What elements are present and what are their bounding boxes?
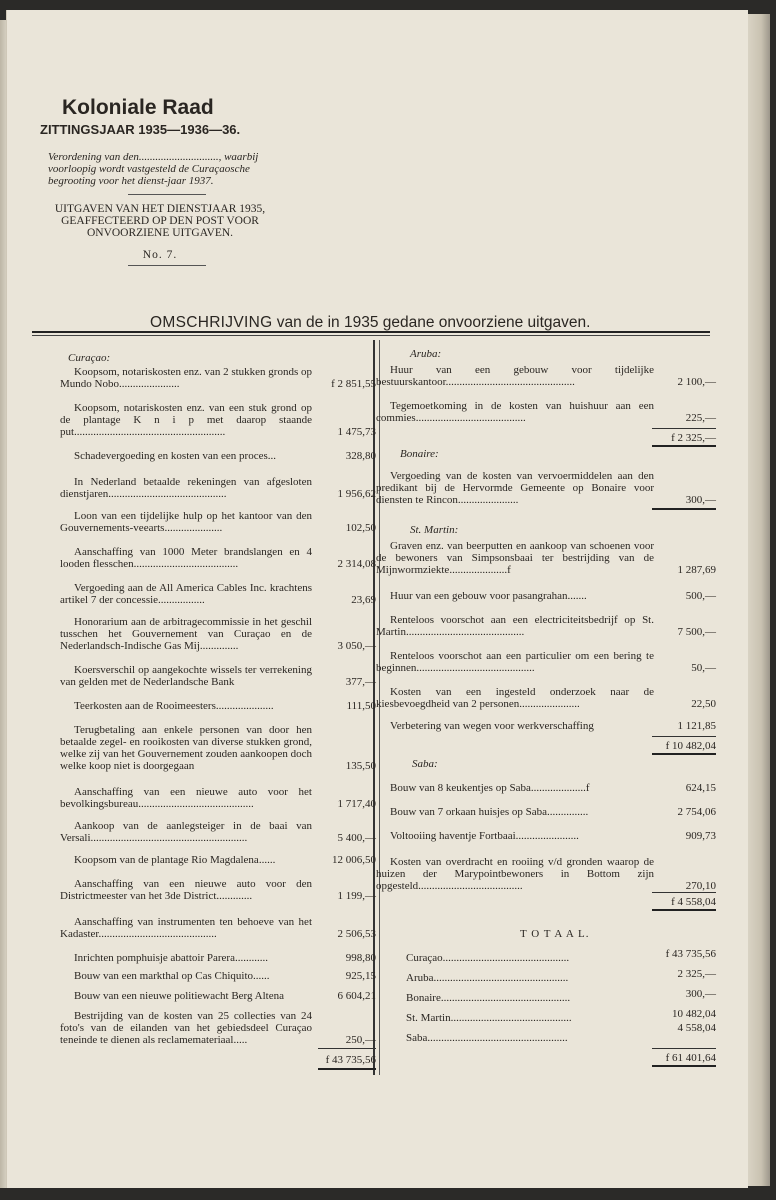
item-description: Voltooiing haventje Fortbaai.......................: [390, 830, 579, 842]
item-description: Renteloos voorschot aan een particulier om een bering te beginnen...........................................: [376, 650, 654, 674]
item-description: Bouw van 7 orkaan huisjes op Saba...............: [390, 806, 589, 818]
item-description: Huur van een gebouw voor pasangrahan.......: [390, 590, 587, 602]
headline-rest: van de in 1935 gedane onvoorziene uitgaven.: [272, 314, 591, 331]
item-description: Vergoeding van de kosten van vervoermiddelen aan den predikant bij de Hervormde Gemeente op Bonaire voor diensten te Rincon......................: [376, 470, 654, 506]
item-amount: 102,50: [345, 522, 376, 534]
item-description: Inrichten pomphuisje abattoir Parera............: [74, 952, 268, 964]
item-description: Koopsom, notariskosten enz. van 2 stukken gronds op Mundo Nobo......................: [60, 366, 312, 390]
item-description: Koersverschil op aangekochte wissels ter verrekening van gelden met de Nederlandsche Bank: [60, 664, 312, 688]
grand-total: f 61 401,64: [665, 1052, 716, 1064]
item-description: Terugbetaling aan enkele personen van door hen betaalde zegel- en rooikosten van diverse stukken grond, welke zij van het Gouvernement zouden aankoopen doch welke koop niet is doorgegaan: [60, 724, 312, 772]
item-description: Aanschaffing van instrumenten ten behoeve van het Kadaster...........................................: [60, 916, 312, 940]
expenditure-caption: UITGAVEN VAN HET DIENSTJAAR 1935, GEAFFECTEERD OP DEN POST VOOR ONVOORZIENE UITGAVEN.: [54, 203, 266, 239]
item-amount: 328,80: [345, 450, 376, 462]
totaal-amount: 4 558,04: [677, 1022, 716, 1034]
total-double-rule: [652, 909, 716, 911]
total-double-rule: [318, 1068, 376, 1070]
totaal-amount: 2 325,—: [677, 968, 716, 980]
item-amount: 624,15: [685, 782, 716, 794]
item-description: Schadevergoeding en kosten van een proces...: [74, 450, 277, 462]
item-amount: 5 400,—: [337, 832, 376, 844]
total-double-rule: [652, 1065, 716, 1067]
item-amount: 225,—: [685, 412, 716, 424]
aruba-total: f 2 325,—: [671, 432, 716, 444]
item-description: Bouw van een nieuwe politiewacht Berg Altena: [74, 990, 284, 1002]
subtotal-rule: [652, 892, 716, 893]
item-amount: 23,69: [351, 594, 376, 606]
page-headline: [150, 314, 590, 332]
item-amount: 2 506,53: [337, 928, 376, 940]
page-edge: [748, 14, 770, 1186]
item-amount: 111,50: [346, 700, 376, 712]
item-amount: 135,50: [345, 760, 376, 772]
item-description: Teerkosten aan de Rooimeesters.....................: [74, 700, 274, 712]
headline-rule-thin: [32, 335, 710, 336]
item-description: Renteloos voorschot aan een electriciteitsbedrijf op St. Martin...........................................: [376, 614, 654, 638]
item-description: Huur van een gebouw voor tijdelijke bestuurskantoor...............................................: [376, 364, 654, 388]
item-description: Aankoop van de aanlegsteiger in de baai van Versali.........................................................: [60, 820, 312, 844]
item-description: Aanschaffing van een nieuwe auto voor den Districtmeester van het 3de District.............: [60, 878, 312, 902]
item-amount: 12 006,50: [332, 854, 376, 866]
item-amount: 2 314,08: [337, 558, 376, 570]
council-title: Koloniale Raad: [62, 96, 214, 119]
heading-aruba: Aruba:: [410, 348, 442, 360]
totaal-label: Aruba.................................................: [406, 972, 569, 984]
item-description: Bestrijding van de kosten van 25 collecties van 24 foto's van de eilanden van het gebiedsdeel Curaçao teneinde te dienen als reclamemateriaal.....: [60, 1010, 312, 1046]
item-amount: 909,73: [685, 830, 716, 842]
right-column: [376, 340, 716, 1080]
item-amount: 250,—: [345, 1034, 376, 1046]
item-description: Koopsom van de plantage Rio Magdalena......: [74, 854, 276, 866]
item-description: Bouw van 8 keukentjes op Saba....................f: [390, 782, 590, 794]
total-double-rule: [652, 753, 716, 755]
item-amount: f 2 851,55: [331, 378, 376, 390]
left-column: [60, 340, 376, 1080]
heading-curacao: Curaçao:: [68, 352, 111, 364]
item-amount: 377,—: [345, 676, 376, 688]
totaal-label: Bonaire...............................................: [406, 992, 571, 1004]
item-description: Kosten van overdracht en rooiing v/d gronden waarop de huizen der Marypointbewoners in Bottom zijn opgesteld......................................: [376, 856, 654, 892]
item-description: In Nederland betaalde rekeningen van afgesloten dienstjaren...........................................: [60, 476, 312, 500]
item-amount: 500,—: [685, 590, 716, 602]
document-number: No. 7.: [142, 249, 178, 261]
subtotal-rule: [652, 428, 716, 429]
item-amount: 2 754,06: [677, 806, 716, 818]
item-description: Aanschaffing van 1000 Meter brandslangen en 4 looden flesschen......................................: [60, 546, 312, 570]
item-description: Graven enz. van beerputten en aankoop van schoenen voor de bewoners van Simpsonsbaai ter bestrijding van de Mijnwormziekte.....................f: [376, 540, 654, 576]
item-amount: 1 121,85: [677, 720, 716, 732]
ordinance-intro: Verordening van den............................., waarbij voorloopig wordt vastgesteld de Curaçaosche begrooting voor het dienst-jaar 1937.: [48, 151, 259, 187]
headline-caps: OMSCHRIJVING: [150, 314, 273, 331]
item-description: Verbetering van wegen voor werkverschaffing: [390, 720, 594, 732]
item-amount: 22,50: [691, 698, 716, 710]
stmartin-total: f 10 482,04: [665, 740, 716, 752]
bonaire-rule: [652, 508, 716, 510]
headline-rule: [32, 331, 710, 333]
totaal-label: St. Martin............................................: [406, 1012, 572, 1024]
subtotal-rule: [652, 1048, 716, 1049]
totaal-amount: 10 482,04: [672, 1008, 716, 1020]
item-amount: 2 100,—: [677, 376, 716, 388]
item-description: Honorarium aan de arbitragecommissie in het geschil tusschen het Gouvernement van Curaçao en de Nederlandsch-Indische Gas Mij..............: [60, 616, 312, 652]
item-description: Vergoeding aan de All America Cables Inc. krachtens artikel 7 der concessie.................: [60, 582, 312, 606]
item-amount: 6 604,21: [337, 990, 376, 1002]
totaal-label: Curaçao..............................................: [406, 952, 570, 964]
session-year: ZITTINGSJAAR 1935—1936—36.: [40, 122, 241, 137]
item-amount: 998,80: [345, 952, 376, 964]
item-amount: 1 717,40: [337, 798, 376, 810]
saba-total: f 4 558,04: [671, 896, 716, 908]
item-description: Aanschaffing van een nieuwe auto voor het bevolkingsbureau..........................................: [60, 786, 312, 810]
subtotal-rule: [318, 1048, 376, 1049]
item-amount: 300,—: [685, 494, 716, 506]
total-double-rule: [652, 445, 716, 447]
item-amount: 1 199,—: [337, 890, 376, 902]
heading-totaal: T O T A A L.: [520, 928, 590, 940]
item-description: Bouw van een markthal op Cas Chiquito......: [74, 970, 270, 982]
item-description: Koopsom, notariskosten enz. van een stuk grond op de plantage K n i p met daarop staande put.......................................................: [60, 402, 312, 438]
totaal-amount: f 43 735,56: [665, 948, 716, 960]
item-amount: 270,10: [685, 880, 716, 892]
heading-bonaire: Bonaire:: [400, 448, 439, 460]
subtotal-rule: [652, 736, 716, 737]
item-amount: 925,15: [345, 970, 376, 982]
curacao-total: f 43 735,56: [325, 1054, 376, 1066]
item-description: Loon van een tijdelijke hulp op het kantoor van den Gouvernements-veearts.....................: [60, 510, 312, 534]
document-header: [40, 96, 280, 274]
item-amount: 1 475,73: [337, 426, 376, 438]
item-description: Kosten van een ingesteld onderzoek naar de kiesbevoegdheid van 2 personen......................: [376, 686, 654, 710]
short-rule: [128, 194, 206, 195]
heading-saba: Saba:: [412, 758, 438, 770]
item-amount: 7 500,—: [677, 626, 716, 638]
totaal-amount: 300,—: [685, 988, 716, 1000]
item-amount: 1 956,62: [337, 488, 376, 500]
item-amount: 50,—: [691, 662, 716, 674]
heading-stmartin: St. Martin:: [410, 524, 459, 536]
item-description: Tegemoetkoming in de kosten van huishuur aan een commies........................................: [376, 400, 654, 424]
item-amount: 3 050,—: [337, 640, 376, 652]
short-rule-2: [128, 265, 206, 266]
item-amount: 1 287,69: [677, 564, 716, 576]
totaal-label: Saba...................................................: [406, 1032, 568, 1044]
